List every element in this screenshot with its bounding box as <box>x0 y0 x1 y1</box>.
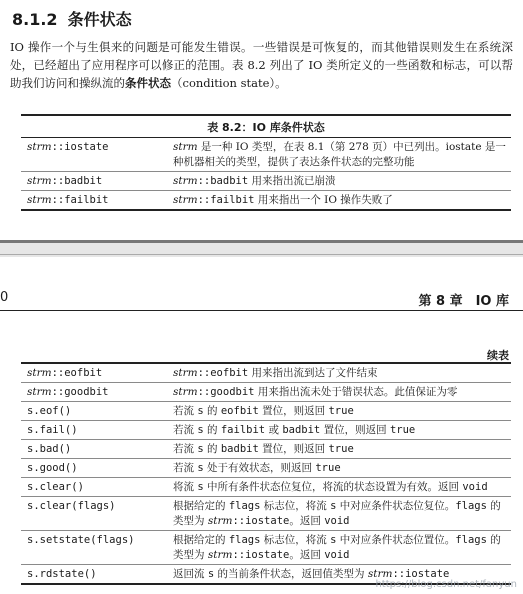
name-code: ::badbit <box>51 175 103 187</box>
table-row <box>21 420 511 439</box>
desc-text: 是一种 IO 类型，在表 8.1（第 278 页）中已列出。iostate 是一种机器相关的类型，提供了表达条件状态的完整功能 <box>173 141 506 168</box>
desc-text: 。返回 <box>289 549 325 561</box>
code-fragment: ::eofbit <box>197 367 249 379</box>
description-cell <box>171 402 511 420</box>
section-number: 8.1.2 <box>12 10 58 29</box>
table-body <box>21 364 511 583</box>
section-heading <box>12 7 132 30</box>
name-cell <box>21 459 171 477</box>
desc-text: 标志位，将流 <box>260 534 331 546</box>
name-code: s.clear(flags) <box>27 500 116 512</box>
code-fragment: flags <box>228 534 261 546</box>
code-fragment: s <box>197 481 204 493</box>
desc-prefix: strm <box>173 141 198 153</box>
description-cell <box>171 191 511 209</box>
desc-text: 置位，则返回 <box>320 424 390 436</box>
code-fragment: flags <box>455 534 487 546</box>
name-cell <box>21 497 171 530</box>
name-code: ::failbit <box>51 194 109 206</box>
code-fragment: void <box>324 549 350 561</box>
desc-prefix: strm <box>173 194 198 206</box>
table-row <box>21 530 511 564</box>
code-fragment: true <box>328 443 354 455</box>
table-row <box>21 171 511 190</box>
desc-text: 或 <box>265 424 283 436</box>
description-cell <box>171 383 511 401</box>
name-code: ::iostate <box>51 141 109 153</box>
intro-tail: （condition state）。 <box>171 76 287 90</box>
desc-text: 用来指出一个 IO 操作失败了 <box>254 194 393 206</box>
desc-code: ::failbit <box>197 194 255 206</box>
description-cell <box>171 459 511 477</box>
code-fragment: true <box>389 424 416 436</box>
desc-text: 中对应条件状态位置位。 <box>336 534 456 546</box>
page-separator-line <box>0 254 523 255</box>
desc-text: 的 <box>203 443 221 455</box>
code-fragment: failbit <box>220 424 266 436</box>
header-rule <box>0 310 523 311</box>
code-fragment: s <box>197 462 204 474</box>
code-fragment: badbit <box>220 443 259 455</box>
name-code: s.rdstate() <box>27 568 97 580</box>
desc-text: 根据给定的 <box>173 534 229 546</box>
table-row <box>21 364 511 382</box>
desc-text: 的 <box>203 405 221 417</box>
table-row <box>21 138 511 171</box>
table-body <box>21 138 511 209</box>
desc-text: 用来指出流未处于错误状态。此值保证为零 <box>254 386 458 398</box>
desc-text: 的类型为 <box>173 534 501 561</box>
desc-text: 若流 <box>173 405 198 417</box>
code-fragment: ::goodbit <box>197 386 255 398</box>
code-fragment: s <box>330 500 337 512</box>
desc-text: strm <box>173 367 198 379</box>
name-code: s.setstate(flags) <box>27 534 135 546</box>
desc-text: 返回流 <box>173 568 208 580</box>
desc-text: strm <box>207 515 233 527</box>
name-cell <box>21 421 171 439</box>
continued-label: 续表 <box>487 349 509 362</box>
code-fragment: eofbit <box>220 405 259 417</box>
name-code: ::goodbit <box>51 386 109 398</box>
desc-text: 用来指出流到达了文件结束 <box>248 367 378 379</box>
name-code: s.eof() <box>27 405 72 417</box>
name-cell <box>21 364 171 382</box>
table-row <box>21 477 511 496</box>
name-cell <box>21 383 171 401</box>
code-fragment: s <box>197 405 204 417</box>
code-fragment: void <box>462 481 488 493</box>
watermark: https://blog.csdn.net/fanyun <box>375 579 517 590</box>
table-row <box>21 439 511 458</box>
desc-text: 中对应条件状态位复位。 <box>336 500 456 512</box>
name-cell <box>21 191 171 209</box>
desc-prefix: strm <box>173 175 198 187</box>
table-io-conditions-continued <box>21 362 511 585</box>
desc-text: strm <box>173 386 198 398</box>
intro-paragraph <box>10 38 513 92</box>
name-code: s.bad() <box>27 443 72 455</box>
name-code: s.good() <box>27 462 78 474</box>
name-code: ::eofbit <box>51 367 103 379</box>
description-cell <box>171 421 511 439</box>
description-cell <box>171 478 511 496</box>
desc-text: 处于有效状态，则返回 <box>203 462 316 474</box>
description-cell <box>171 531 511 564</box>
name-cell <box>21 565 171 583</box>
desc-text: 的 <box>203 424 221 436</box>
table-row <box>21 382 511 401</box>
desc-code: ::badbit <box>197 175 249 187</box>
table-row <box>21 401 511 420</box>
table-io-conditions <box>21 114 511 211</box>
desc-text: 用来指出流已崩溃 <box>248 175 336 187</box>
page-number: 0 <box>0 290 9 305</box>
desc-text: 中所有条件状态位复位，将流的状态设置为有效。返回 <box>203 481 463 493</box>
desc-text: 若流 <box>173 462 198 474</box>
name-prefix: strm <box>27 194 52 206</box>
description-cell <box>171 172 511 190</box>
code-fragment: void <box>324 515 350 527</box>
name-cell <box>21 478 171 496</box>
name-prefix: strm <box>27 386 52 398</box>
desc-text: strm <box>367 568 393 580</box>
description-cell <box>171 138 511 171</box>
name-cell <box>21 402 171 420</box>
description-cell <box>171 440 511 458</box>
desc-text: 的类型为 <box>173 500 501 527</box>
name-cell <box>21 172 171 190</box>
code-fragment: s <box>207 568 215 580</box>
chapter-header: 第 8 章 IO 库 <box>418 294 509 309</box>
code-fragment: s <box>330 534 337 546</box>
code-fragment: ::iostate <box>392 568 450 580</box>
code-fragment: ::iostate <box>232 515 290 527</box>
code-fragment: flags <box>228 500 261 512</box>
code-fragment: true <box>315 462 341 474</box>
name-prefix: strm <box>27 141 52 153</box>
code-fragment: ::iostate <box>232 549 290 561</box>
code-fragment: badbit <box>282 424 321 436</box>
desc-text: strm <box>207 549 233 561</box>
description-cell <box>171 497 511 530</box>
name-cell <box>21 531 171 564</box>
code-fragment: flags <box>455 500 487 512</box>
table-row <box>21 496 511 530</box>
code-fragment: s <box>197 424 204 436</box>
code-fragment: true <box>328 405 354 417</box>
description-cell <box>171 364 511 382</box>
name-prefix: strm <box>27 175 52 187</box>
desc-text: 根据给定的 <box>173 500 229 512</box>
desc-text: 置位，则返回 <box>258 443 329 455</box>
code-fragment: s <box>197 443 204 455</box>
table-caption: 表 8.2：IO 库条件状态 <box>21 116 511 138</box>
section-title: 条件状态 <box>67 10 132 29</box>
desc-text: 。返回 <box>289 515 325 527</box>
intro-text: IO 操作一个与生俱来的问题是可能发生错误。一些错误是可恢复的，而其他错误则发生在系统深处，已经超出了应用程序可以修正的范围。表 8.2 列出了 IO 类所定义的一些函数和标志，可以帮助我们访问和操纵流的 <box>10 40 513 90</box>
bold-term: 条件状态 <box>125 76 171 90</box>
name-code: s.fail() <box>27 424 78 436</box>
desc-text: 置位，则返回 <box>258 405 329 417</box>
desc-text: 标志位，将流 <box>260 500 331 512</box>
table-row <box>21 190 511 209</box>
desc-text: 若流 <box>173 424 198 436</box>
name-prefix: strm <box>27 367 52 379</box>
name-cell <box>21 440 171 458</box>
table-row <box>21 458 511 477</box>
desc-text: 若流 <box>173 443 198 455</box>
desc-text: 的当前条件状态，返回值类型为 <box>214 568 368 580</box>
name-cell <box>21 138 171 171</box>
desc-text: 将流 <box>173 481 198 493</box>
name-code: s.clear() <box>27 481 84 493</box>
